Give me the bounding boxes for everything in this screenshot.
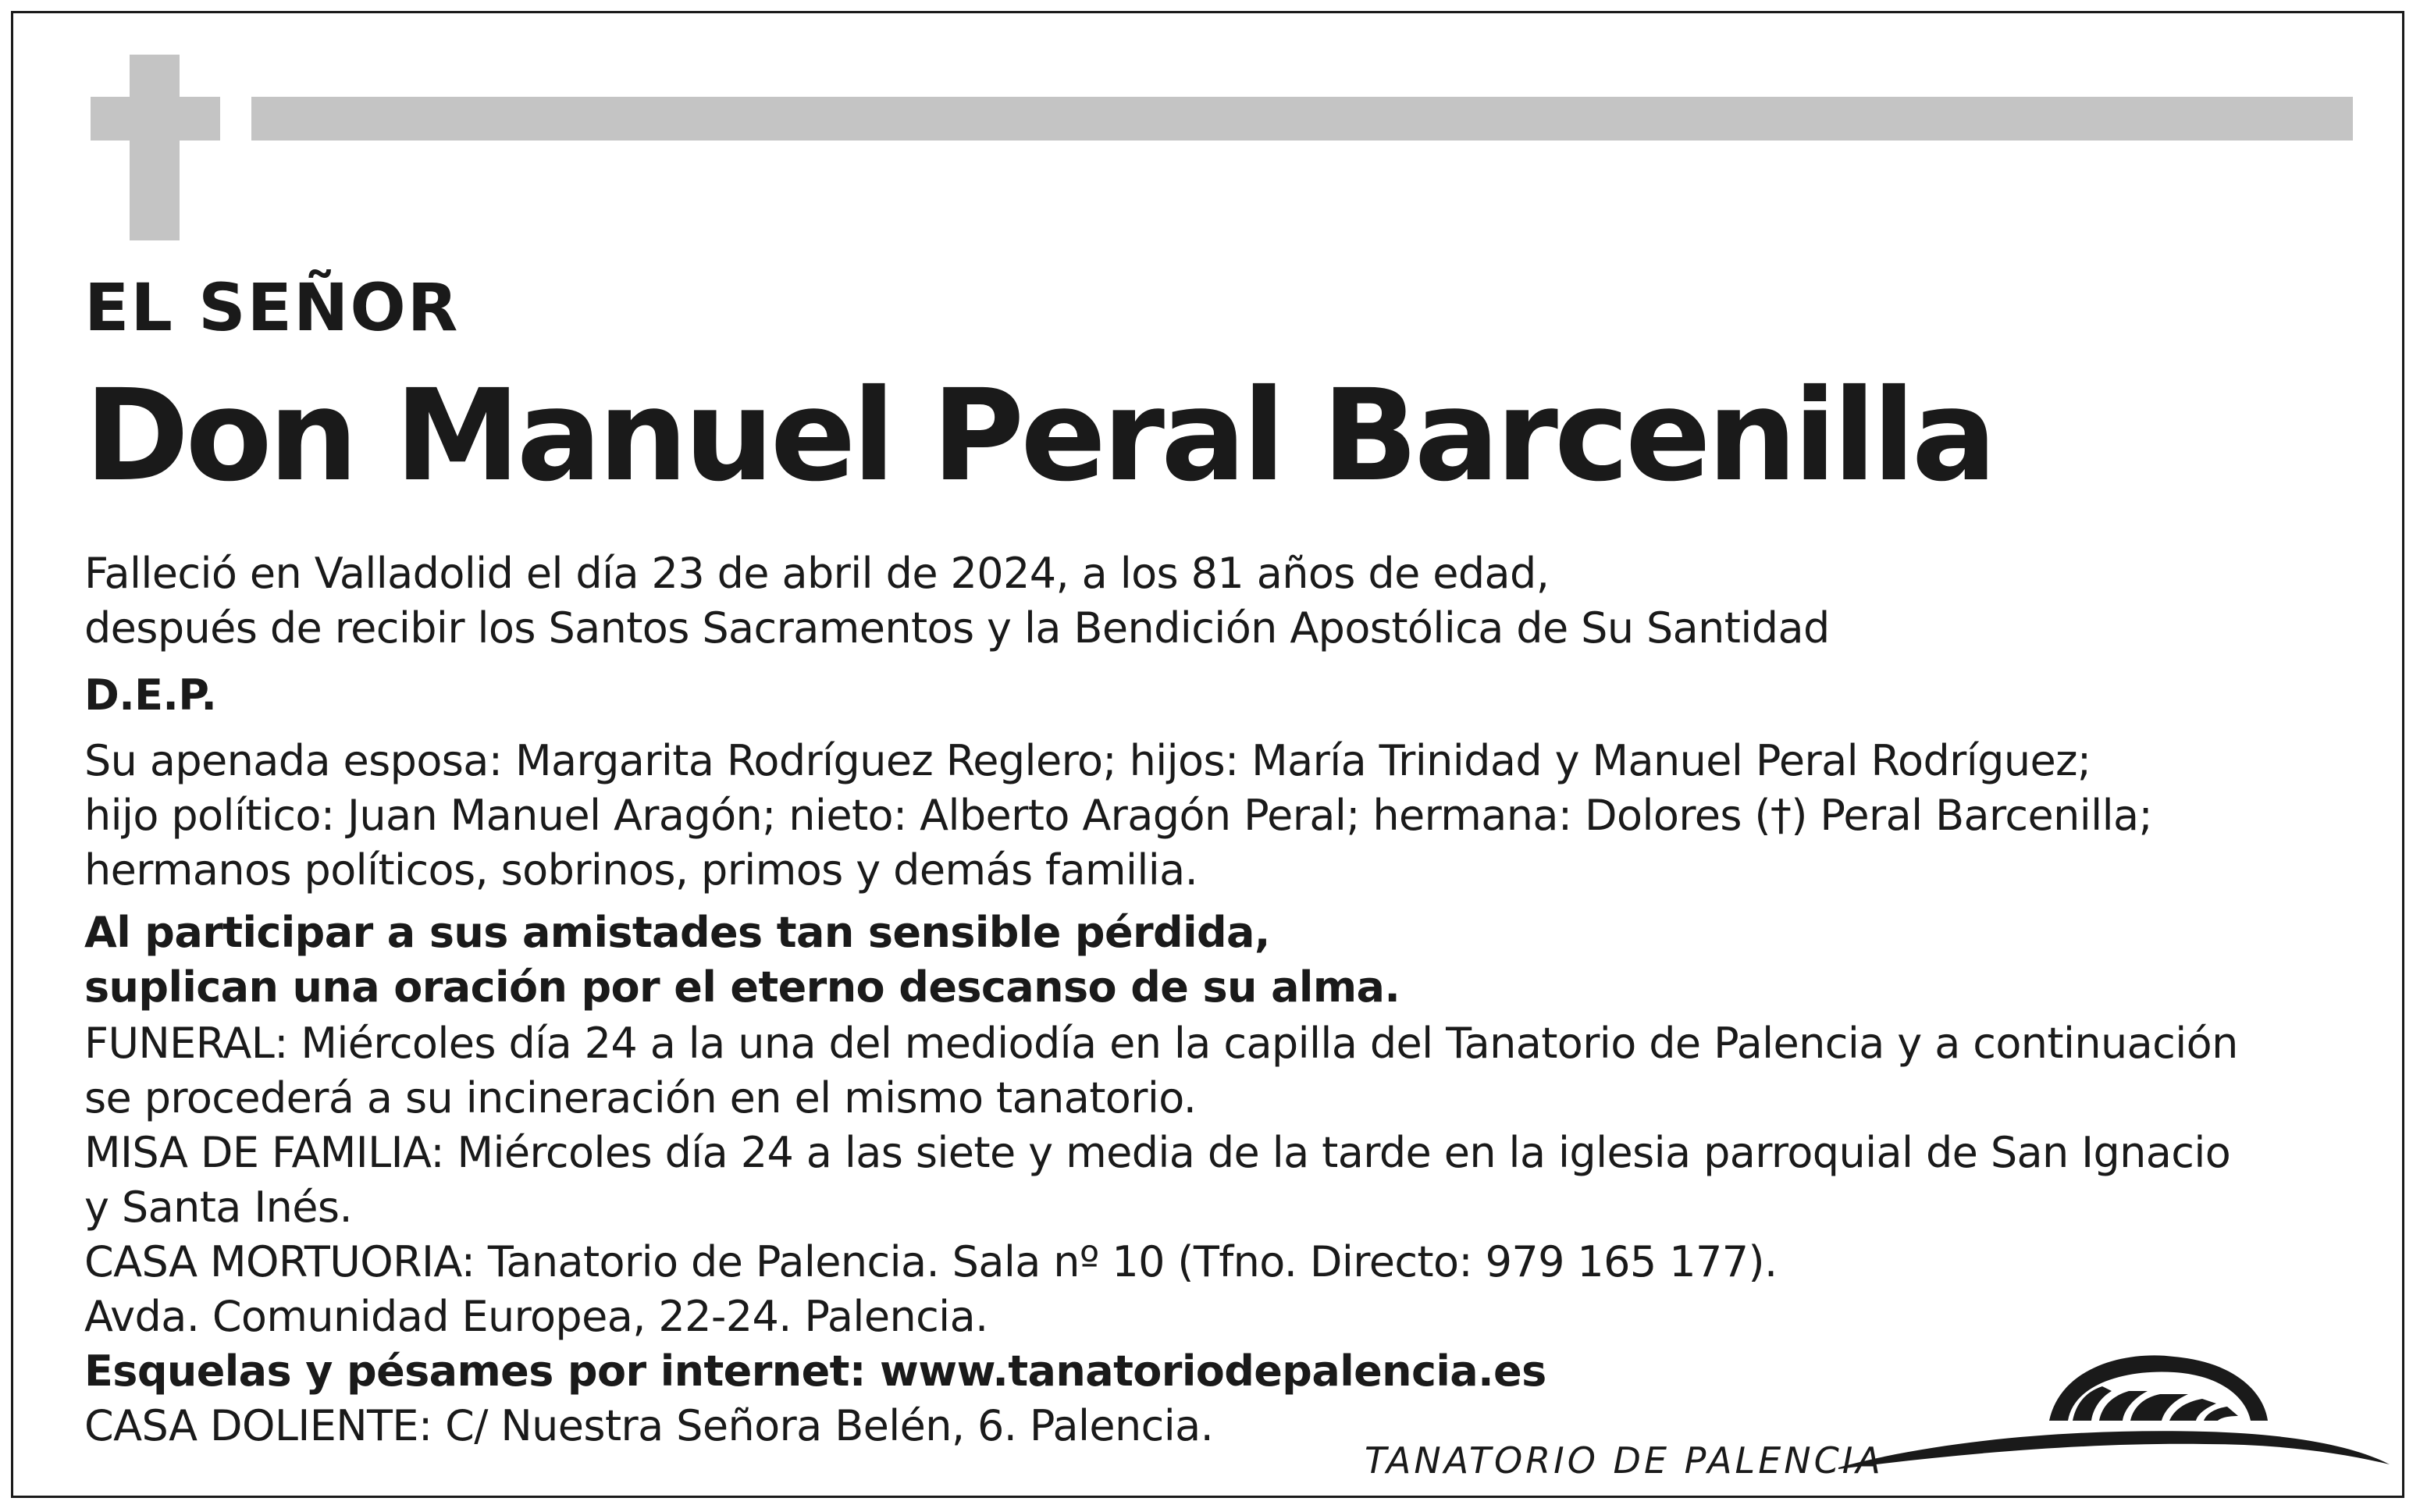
tanatorio-logo-icon	[1838, 1335, 2393, 1491]
request-line-2: suplican una oración por el eterno descanso de su alma.	[84, 962, 1400, 1012]
cross-icon	[130, 55, 180, 240]
family-line-2: hijo político: Juan Manuel Aragón; nieto: Alberto Aragón Peral; hermana: Dolores (†) Peral Barcenilla;	[84, 791, 2153, 840]
header-bar	[251, 97, 2353, 141]
family-line-1: Su apenada esposa: Margarita Rodríguez Reglero; hijos: María Trinidad y Manuel Peral Rodríguez;	[84, 736, 2091, 785]
family-line-3: hermanos políticos, sobrinos, primos y demás familia.	[84, 845, 1198, 895]
cross-icon-arm	[91, 97, 220, 141]
tanatorio-logo-text: TANATORIO DE PALENCIA	[1365, 1439, 1884, 1482]
dep-label: D.E.P.	[84, 671, 217, 720]
death-line-1: Falleció en Valladolid el día 23 de abril de 2024, a los 81 años de edad,	[84, 549, 1550, 598]
request-line-1: Al participar a sus amistades tan sensible pérdida,	[84, 908, 1270, 957]
mourning-house-line: CASA DOLIENTE: C/ Nuestra Señora Belén, 6. Palencia.	[84, 1401, 1214, 1450]
mortuary-line-1: CASA MORTUORIA: Tanatorio de Palencia. Sala nº 10 (Tfno. Directo: 979 165 177).	[84, 1237, 1778, 1286]
deceased-name: Don Manuel Peral Barcenilla	[84, 363, 1994, 510]
funeral-line-1: FUNERAL: Miércoles día 24 a la una del mediodía en la capilla del Tanatorio de Palencia y a continuación	[84, 1019, 2238, 1068]
death-line-2: después de recibir los Santos Sacramentos y la Bendición Apostólica de Su Santidad	[84, 603, 1830, 653]
internet-line: Esquelas y pésames por internet: www.tanatoriodepalencia.es	[84, 1347, 1546, 1396]
logo-dome-piece-5	[2204, 1407, 2238, 1421]
mass-line-2: y Santa Inés.	[84, 1183, 353, 1232]
funeral-line-2: se procederá a su incineración en el mismo tanatorio.	[84, 1073, 1197, 1122]
mass-line-1: MISA DE FAMILIA: Miércoles día 24 a las siete y media de la tarde en la iglesia parroquial de San Ignacio	[84, 1128, 2231, 1177]
honorific-prefix: EL SEÑOR	[84, 269, 460, 346]
logo-swoosh	[1838, 1431, 2390, 1469]
mortuary-line-2: Avda. Comunidad Europea, 22-24. Palencia.	[84, 1292, 988, 1341]
